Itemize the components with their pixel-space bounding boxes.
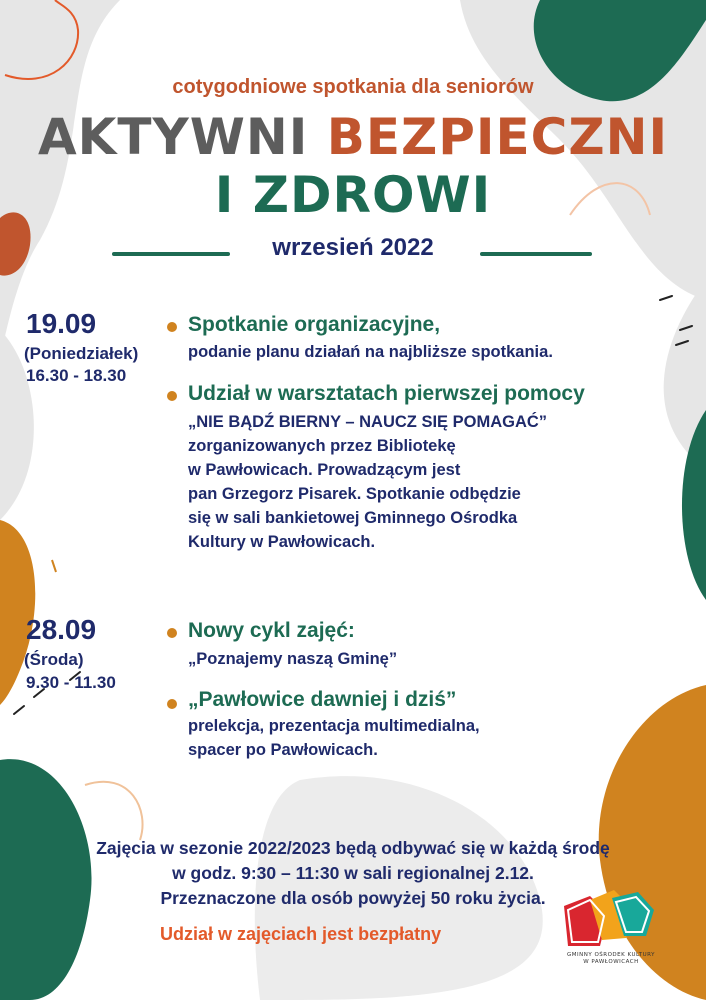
subtitle: cotygodniowe spotkania dla seniorów (172, 76, 534, 98)
main-title-line-1 (0, 108, 706, 166)
event-2-day: (Środa) (24, 650, 84, 669)
event-1-time: 16.30 - 18.30 (26, 366, 127, 385)
event-1-date: 19.09 (26, 308, 97, 339)
event-2-date: 28.09 (26, 614, 97, 645)
event-2-item-1-title: Nowy cykl zajęć: (188, 619, 355, 642)
gok-logo (556, 888, 666, 973)
event-1-item-2-line-1: „NIE BĄDŹ BIERNY – NAUCZ SIĘ POMAGAĆ” (188, 413, 548, 431)
event-1-item-2-line-5: się w sali bankietowej Gminnego Ośrodka (188, 509, 518, 527)
event-2-item-2-line-2: spacer po Pawłowicach. (188, 741, 378, 759)
orange-line-bottom (85, 782, 143, 840)
title-word-aktywni: AKTYWNI (37, 108, 309, 166)
footer-line-1: Zajęcia w sezonie 2022/2023 będą odbywać się w każdą środę (96, 838, 610, 858)
logo-text-line-2: W PAWŁOWICACH (583, 959, 639, 965)
event-1-day: (Poniedziałek) (24, 344, 139, 363)
event-2-time: 9.30 - 11.30 (26, 673, 116, 692)
logo-text-line-1: GMINNY OŚRODEK KULTURY (566, 952, 655, 958)
bullet (167, 628, 177, 638)
event-1-item-2-line-4: pan Grzegorz Pisarek. Spotkanie odbędzie (188, 485, 521, 503)
main-title-line-2: I ZDROWI (214, 166, 492, 224)
month-row (0, 230, 706, 270)
footer-line-2: w godz. 9:30 – 11:30 w sali regionalnej 2.12. (172, 863, 534, 883)
footer-line-3: Przeznaczone dla osób powyżej 50 roku życia. (160, 888, 546, 908)
bullet (167, 322, 177, 332)
event-2-item-2-title: „Pawłowice dawniej i dziś” (188, 688, 457, 711)
event-1-item-2-title: Udział w warsztatach pierwszej pomocy (188, 382, 585, 405)
bullet (167, 391, 177, 401)
event-2-item-1-line-1: „Poznajemy naszą Gminę” (188, 650, 398, 668)
month-label: wrzesień 2022 (272, 234, 434, 261)
title-word-bezpieczni: BEZPIECZNI (326, 108, 669, 166)
logo-mark-icon (556, 888, 666, 950)
orange-tick-left (52, 560, 56, 572)
event-1-item-2-line-6: Kultury w Pawłowicach. (188, 533, 376, 551)
event-1-item-1-line-1: podanie planu działań na najbliższe spotkania. (188, 343, 553, 361)
event-1-item-1-title: Spotkanie organizacyjne, (188, 313, 441, 336)
bullet (167, 699, 177, 709)
event-1-item-2-line-2: zorganizowanych przez Bibliotekę (188, 437, 456, 455)
right-divider (480, 252, 592, 256)
free-participation-note: Udział w zajęciach jest bezpłatny (160, 924, 442, 944)
event-1-item-2-line-3: w Pawłowicach. Prowadzącym jest (188, 461, 461, 479)
event-2-item-2-line-1: prelekcja, prezentacja multimedialna, (188, 717, 480, 735)
